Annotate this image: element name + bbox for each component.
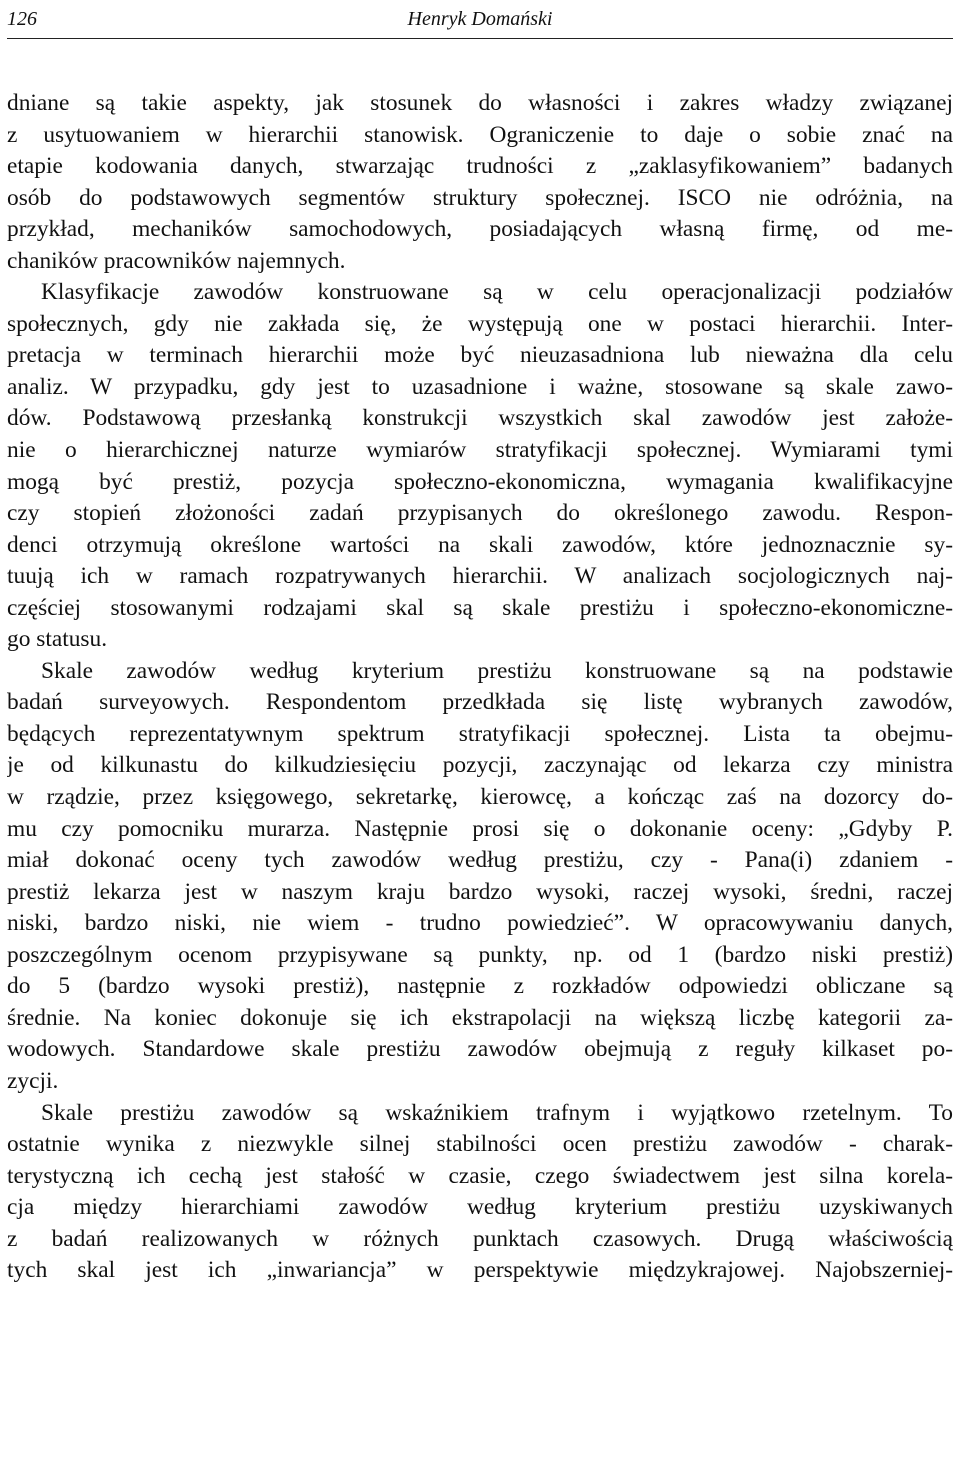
text-line: osób do podstawowych segmentów struktury społecznej. ISCO nie odróżnia, na	[7, 184, 953, 211]
text-line: będących reprezentatywnym spektrum stratyfikacji społecznej. Lista ta obejmu-	[7, 720, 953, 747]
running-head	[7, 0, 953, 39]
text-line: je od kilkunastu do kilkudziesięciu pozycji, zaczynając od lekarza czy ministra	[7, 752, 953, 779]
text-line: pretacja w terminach hierarchii może być nieuzasadniona lub nieważna dla celu	[7, 342, 953, 369]
book-page	[7, 0, 953, 1287]
text-line: analiz. W przypadku, gdy jest to uzasadnione i ważne, stosowane są skale zawo-	[7, 373, 953, 400]
text-line: Skale zawodów według kryterium prestiżu konstruowane są na podstawie	[41, 657, 953, 684]
text-line: mu czy pomocniku murarza. Następnie prosi się o dokonanie oceny: „Gdyby P.	[7, 815, 953, 842]
text-line: tuują ich w ramach rozpatrywanych hierarchii. W analizach socjologicznych naj-	[7, 563, 953, 590]
text-line: mogą być prestiż, pozycja społeczno-ekonomiczna, wymagania kwalifikacyjne	[7, 468, 953, 495]
text-line: miał dokonać oceny tych zawodów według prestiżu, czy - Pana(i) zdaniem -	[7, 847, 953, 874]
text-line: tych skal jest ich „inwariancja” w perspektywie międzykrajowej. Najobszerniej-	[7, 1257, 953, 1284]
text-line: z usytuowaniem w hierarchii stanowisk. Ograniczenie to daje o sobie znać na	[7, 121, 953, 148]
text-line: badań surveyowych. Respondentom przedkłada się listę wybranych zawodów,	[7, 689, 953, 716]
text-line: w rządzie, przez księgowego, sekretarkę, kierowcę, a kończąc zaś na dozorcy do-	[7, 784, 953, 811]
text-line: terystyczną ich cechą jest stałość w czasie, czego świadectwem jest silna korela-	[7, 1162, 953, 1189]
body-text	[7, 88, 953, 1287]
text-line: czy stopień złożoności zadań przypisanych do określonego zawodu. Respon-	[7, 500, 953, 527]
text-line: przykład, mechaników samochodowych, posiadających własną firmę, od me-	[7, 216, 953, 243]
text-line: z badań realizowanych w różnych punktach czasowych. Drugą właściwością	[7, 1225, 953, 1252]
text-line: Skale prestiżu zawodów są wskaźnikiem trafnym i wyjątkowo rzetelnym. To	[41, 1099, 953, 1126]
text-line: chaników pracowników najemnych.	[7, 247, 346, 274]
text-line: Klasyfikacje zawodów konstruowane są w celu operacjonalizacji podziałów	[41, 279, 953, 306]
text-line: niski, bardzo niski, nie wiem - trudno powiedzieć”. W opracowywaniu danych,	[7, 910, 953, 937]
text-line: go statusu.	[7, 626, 108, 653]
text-line: dów. Podstawową przesłanką konstrukcji wszystkich skal zawodów jest założe-	[7, 405, 953, 432]
text-line: denci otrzymują określone wartości na skali zawodów, które jednoznacznie sy-	[7, 531, 953, 558]
page-number: 126	[7, 8, 37, 30]
text-line: dniane są takie aspekty, jak stosunek do własności i zakres władzy związanej	[7, 90, 953, 116]
text-line: do 5 (bardzo wysoki prestiż), następnie z rozkładów odpowiedzi obliczane są	[7, 973, 953, 1000]
text-line: średnie. Na koniec dokonuje się ich ekstrapolacji na większą liczbę kategorii za-	[7, 1004, 953, 1031]
text-line: poszczególnym ocenom przypisywane są punkty, np. od 1 (bardzo niski prestiż)	[7, 941, 953, 968]
text-line: nie o hierarchicznej naturze wymiarów stratyfikacji społecznej. Wymiarami tymi	[7, 437, 953, 464]
text-line: cja między hierarchiami zawodów według kryterium prestiżu uzyskiwanych	[7, 1194, 953, 1221]
text-line: częściej stosowanymi rodzajami skal są skale prestiżu i społeczno-ekonomiczne-	[7, 594, 953, 621]
text-line: zycji.	[7, 1067, 59, 1094]
text-line: prestiż lekarza jest w naszym kraju bardzo wysoki, raczej wysoki, średni, raczej	[7, 878, 953, 905]
running-head-author: Henryk Domański	[407, 8, 553, 30]
text-line: ostatnie wynika z niezwykle silnej stabilności ocen prestiżu zawodów - charak-	[7, 1131, 953, 1158]
text-line: społecznych, gdy nie zakłada się, że występują one w postaci hierarchii. Inter-	[7, 310, 953, 337]
text-line: wodowych. Standardowe skale prestiżu zawodów obejmują z reguły kilkaset po-	[7, 1036, 953, 1063]
text-line: etapie kodowania danych, stwarzając trudności z „zaklasyfikowaniem” badanych	[7, 153, 953, 180]
